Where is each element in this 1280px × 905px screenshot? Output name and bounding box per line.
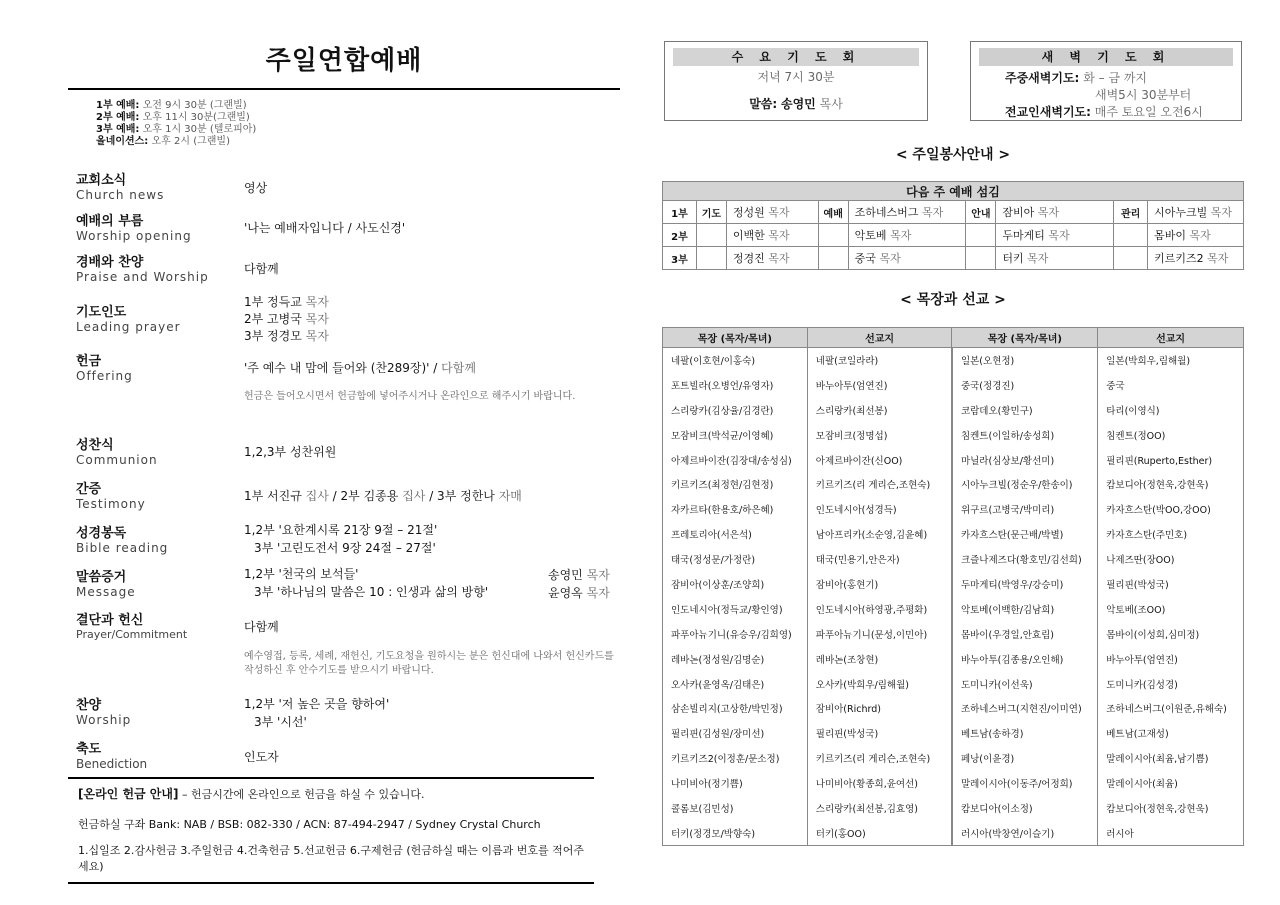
news-en: Church news [76,188,165,202]
dawn-line-2: 전교인새벽기도: 매주 토요일 오전6시 [1005,105,1203,119]
testimony-value: 1부 서진규 집사 / 2부 김종용 집사 / 3부 정한나 자매 [244,489,522,503]
time-label: 올네이션스: [96,136,149,147]
wednesday-title: 수 요 기 도 회 [673,48,919,66]
commit-note: 예수영접, 등록, 세례, 재헌신, 기도요청을 원하시는 분은 헌신대에 나와서 헌신카드를 작성하신 후 안수기도를 받으시기 바랍니다. [244,651,614,676]
table-row [663,348,1244,373]
online-account: 헌금하실 구좌 Bank: NAB / BSB: 082-330 / ACN: 87-494-2947 / Sydney Crystal Church [78,818,541,831]
mission-cell: 러시아 [1098,820,1244,845]
mission-cell: 잠비아(Richrd) [807,696,952,721]
prayer-line-3: 3부 정경모 목자 [244,329,329,343]
mission-cell: 터키(홍OO) [807,820,952,845]
praise-en: Praise and Worship [76,270,209,284]
offering-ko: 헌금 [76,354,102,369]
mission-cell: 레바논(조창현) [807,646,952,671]
wednesday-prayer-box [664,41,928,121]
mission-header: 선교지 [807,328,952,348]
mission-cell: 필리핀(박성국) [807,721,952,746]
mission-cell: 마닐라(심상보/황선미) [952,447,1098,472]
mission-cell: 키르키즈2(이정훈/문소정) [663,746,808,771]
time-value: 오전 9시 30분 (그랜빌) [142,100,247,111]
mission-cell: 스리랑카(최선봉) [807,397,952,422]
offering-value: '주 예수 내 맘에 들어와 (찬289장)' / 다함께 [244,361,476,375]
prayer-ko: 기도인도 [76,305,127,320]
mission-cell: 필리핀(Ruperto,Esther) [1098,447,1244,472]
hymn-line-1: 1,2부 '저 높은 곳을 향하여' [244,697,390,711]
mission-cell: 카자흐스탄(문근배/박별) [952,522,1098,547]
service-row-3 [663,247,1244,270]
mission-cell: 남아프리카(소순영,김윤혜) [807,522,952,547]
hymn-line-2: 3부 '시선' [254,715,307,729]
service-name: 터키 목자 [996,247,1114,270]
mission-cell: 캄보디아(정현욱,강현욱) [1098,472,1244,497]
mission-cell: 몸바이(이성희,심미정) [1098,621,1244,646]
table-row [663,671,1244,696]
message-ko: 말씀증거 [76,570,127,585]
time-label: 1부 예배: [96,100,140,111]
mission-cell: 바누아투(엄연진) [807,372,952,397]
mission-cell: 타리(이영식) [1098,397,1244,422]
bible-line-1: 1,2부 '요한계시록 21장 9절 – 21절' [244,523,438,537]
prayer-line-1: 1부 정득교 목자 [244,295,329,309]
news-ko: 교회소식 [76,173,127,188]
prayer-line-2: 2부 고병국 목자 [244,312,329,326]
mission-cell: 키르키즈(리 게리슨,조현숙) [807,746,952,771]
testimony-en: Testimony [76,497,146,511]
online-desc: – 헌금시간에 온라인으로 헌금을 하실 수 있습니다. [181,788,425,801]
mission-cell: 인도네시아(정득교/황인영) [663,596,808,621]
mission-cell: 스리랑카(최선봉,김효영) [807,796,952,821]
mission-cell: 말레이시아(최윰) [1098,771,1244,796]
mission-cell: 아제르바이잔(김장대/송성심) [663,447,808,472]
service-name: 두마게티 목자 [996,224,1114,247]
mission-cell: 몸바이(우경일,안효림) [952,621,1098,646]
mission-cell: 삼손빌리지(고상한/박민정) [663,696,808,721]
offering-en: Offering [76,369,133,383]
time-value: 오후 2시 (그랜빌) [151,136,230,147]
mission-cell: 악토베(조OO) [1098,596,1244,621]
mission-cell: 카자흐스탄(주민호) [1098,522,1244,547]
table-row [663,572,1244,597]
hymn-ko: 찬양 [76,698,102,713]
mission-cell: 도미니카(김성경) [1098,671,1244,696]
mission-cell: 키르키즈(리 게리슨,조현숙) [807,472,952,497]
mission-cell: 일본(박희우,림해월) [1098,348,1244,373]
mission-section-title: < 목장과 선교 > [900,292,1006,308]
hymn-en: Worship [76,713,132,727]
table-row [663,472,1244,497]
mission-cell: 악토베(이백한/김남희) [952,596,1098,621]
benediction-en: Benediction [76,757,148,771]
communion-en: Communion [76,453,158,467]
mission-cell: 콜롬보(김민성) [663,796,808,821]
table-row [663,796,1244,821]
online-types: 1.십일조 2.감사헌금 3.주일헌금 4.건축헌금 5.선교헌금 6.구제헌금 (헌금하실 때는 이름과 번호를 적어주세요) [78,844,585,873]
mission-table [662,327,1244,846]
mission-cell: 스리랑카(김상율/김경란) [663,397,808,422]
service-row-2 [663,224,1244,247]
table-row [663,621,1244,646]
mission-header: 선교지 [1098,328,1244,348]
time-label: 3부 예배: [96,124,140,135]
mission-cell: 필리핀(박성국) [1098,572,1244,597]
mission-cell: 잠비아(홍현기) [807,572,952,597]
table-row [663,547,1244,572]
mission-cell: 나미비아(정기쁨) [663,771,808,796]
online-heading-row [78,785,584,802]
message-speaker-1: 송영민 목자 [548,568,610,582]
mission-cell: 나미비아(황종희,윤여선) [807,771,952,796]
mission-cell: 조하네스버그(이원준,유해숙) [1098,696,1244,721]
mission-cell: 파푸아뉴기니(유승우/김희영) [663,621,808,646]
time-value: 오후 1시 30분 (텔로피아) [142,124,257,135]
mission-cell: 키르키즈(최정현/김현정) [663,472,808,497]
mission-cell: 일본(오현정) [952,348,1098,373]
mission-cell: 터키(정경모/박향숙) [663,820,808,845]
commit-value: 다함께 [244,620,279,634]
mission-cell: 포트빌라(오병언/유영자) [663,372,808,397]
table-row [663,397,1244,422]
service-table [662,181,1244,270]
role-label: 기도 [696,201,726,224]
table-row [663,447,1244,472]
mission-cell: 페낭(이윤경) [952,746,1098,771]
table-row [663,596,1244,621]
mission-cell: 모잠비크(정명섭) [807,422,952,447]
mission-cell: 러시아(박창연/이슬기) [952,820,1098,845]
service-name: 이백한 목자 [726,224,818,247]
service-name: 정경진 목자 [726,247,818,270]
dawn-prayer-box [970,41,1242,121]
online-heading: [온라인 헌금 안내] [78,787,179,801]
mission-cell: 인도네시아(하영광,주평화) [807,596,952,621]
mission-cell: 조하네스버그(지현진/이미연) [952,696,1098,721]
mission-cell: 모잠비크(박석균/이영혜) [663,422,808,447]
mission-cell: 베트남(송하경) [952,721,1098,746]
table-row [663,422,1244,447]
communion-ko: 성찬식 [76,438,114,453]
table-row [663,522,1244,547]
table-row [663,771,1244,796]
mission-header: 목장 (목자/목녀) [952,328,1098,348]
service-name: 악토베 목자 [848,224,966,247]
commit-en: Prayer/Commitment [76,628,188,641]
service-row-1 [663,201,1244,224]
mission-cell: 태국(정성문/가정란) [663,547,808,572]
mission-cell: 인도네시아(성경득) [807,497,952,522]
mission-cell: 중국 [1098,372,1244,397]
service-name: 중국 목자 [848,247,966,270]
table-row [663,646,1244,671]
mission-cell: 중국(정경진) [952,372,1098,397]
mission-cell: 자카르타(한용호/하은혜) [663,497,808,522]
wednesday-speaker: 말씀: 송영민 목사 [749,97,843,111]
offering-note: 헌금은 들어오시면서 헌금함에 넣어주시거나 온라인으로 해주시기 바랍니다. [244,391,576,402]
prayer-en: Leading prayer [76,320,181,334]
testimony-ko: 간증 [76,482,102,497]
service-name: 몸바이 목자 [1148,224,1244,247]
mission-cell: 크즐나제즈다(황호민/김선희) [952,547,1098,572]
mission-cell: 필리핀(김성원/장미선) [663,721,808,746]
order-list [68,0,620,905]
mission-cell: 태국(민용기,안은자) [807,547,952,572]
service-part: 3부 [663,247,697,270]
praise-value: 다함께 [244,262,279,276]
time-value: 오후 11시 30분(그랜빌) [142,112,250,123]
mission-cell: 위구르(고병국/박미리) [952,497,1098,522]
page-title: 주일연합예배 [265,46,423,76]
service-name: 잠비아 목자 [996,201,1114,224]
mission-cell: 침켄트(정OO) [1098,422,1244,447]
table-row [663,721,1244,746]
opening-ko: 예배의 부름 [76,214,144,229]
table-row [663,372,1244,397]
service-name: 정성원 목자 [726,201,818,224]
dawn-title: 새 벽 기 도 회 [979,48,1233,66]
role-label: 안내 [966,201,996,224]
opening-value: '나는 예배자입니다 / 사도신경' [244,221,406,235]
mission-cell: 파푸아뉴기니(문성,이민아) [807,621,952,646]
wednesday-time: 저녁 7시 30분 [757,70,835,84]
online-offering-box [68,777,594,884]
message-line-1: 1,2부 '천국의 보석들' [244,567,359,581]
mission-cell: 두마게티(박영우/강승미) [952,572,1098,597]
mission-cell: 코람데오(황민구) [952,397,1098,422]
service-name: 시아누크빌 목자 [1148,201,1244,224]
table-row [663,696,1244,721]
service-part: 2부 [663,224,697,247]
mission-cell: 침켄트(이일하/송성희) [952,422,1098,447]
message-en: Message [76,585,136,599]
mission-cell: 바누아투(김종용/오인해) [952,646,1098,671]
communion-value: 1,2,3부 성찬위원 [244,445,337,459]
mission-cell: 말레이시아(최윰,남기쁨) [1098,746,1244,771]
benediction-value: 인도자 [244,750,279,764]
mission-cell: 아제르바이잔(신OO) [807,447,952,472]
mission-cell: 카자흐스탄(박OO,강OO) [1098,497,1244,522]
mission-cell: 나제즈딴(장OO) [1098,547,1244,572]
mission-body [663,348,1244,846]
message-speaker-2: 윤영옥 목자 [548,586,610,600]
mission-cell: 오사카(윤영옥/김태은) [663,671,808,696]
news-value: 영상 [244,181,268,195]
mission-cell: 도미니카(이선욱) [952,671,1098,696]
time-label: 2부 예배: [96,112,140,123]
mission-cell: 캄보디아(이소정) [952,796,1098,821]
mission-cell: 프레토리아(서은석) [663,522,808,547]
mission-cell: 잠비아(이상훈/조양희) [663,572,808,597]
service-name: 키르키즈2 목자 [1148,247,1244,270]
mission-header: 목장 (목자/목녀) [663,328,808,348]
table-row [663,497,1244,522]
praise-ko: 경배와 찬양 [76,255,144,270]
bible-line-2: 3부 '고린도전서 9장 24절 – 27절' [254,541,436,555]
message-line-2: 3부 '하나님의 말씀은 10 : 인생과 삶의 방향' [254,585,489,599]
role-label: 예배 [818,201,848,224]
role-label: 관리 [1114,201,1148,224]
service-part: 1부 [663,201,697,224]
bible-ko: 성경봉독 [76,526,127,541]
service-section-title: < 주일봉사안내 > [895,147,1011,163]
mission-cell: 네팔(코일라라) [807,348,952,373]
mission-cell: 네팔(이호현/이홍숙) [663,348,808,373]
table-row [663,746,1244,771]
mission-cell: 베트남(고재성) [1098,721,1244,746]
mission-cell: 시아누크빌(정순우/한송이) [952,472,1098,497]
opening-en: Worship opening [76,229,192,243]
table-row [663,820,1244,845]
commit-ko: 결단과 헌신 [76,613,144,628]
mission-cell: 바누아투(엄연진) [1098,646,1244,671]
service-name: 조하네스버그 목자 [848,201,966,224]
benediction-ko: 축도 [76,742,102,757]
dawn-line-1b: 새벽5시 30분부터 [1095,88,1192,102]
mission-cell: 레바논(정성원/김명순) [663,646,808,671]
mission-cell: 말레이시아(이동주/어정희) [952,771,1098,796]
mission-cell: 캄보디아(정현욱,강현욱) [1098,796,1244,821]
service-header: 다음 주 예배 섬김 [663,182,1244,201]
mission-cell: 오사카(박희우/림해월) [807,671,952,696]
dawn-line-1: 주중새벽기도: 화 – 금 까지 [1005,71,1147,85]
bible-en: Bible reading [76,541,169,555]
